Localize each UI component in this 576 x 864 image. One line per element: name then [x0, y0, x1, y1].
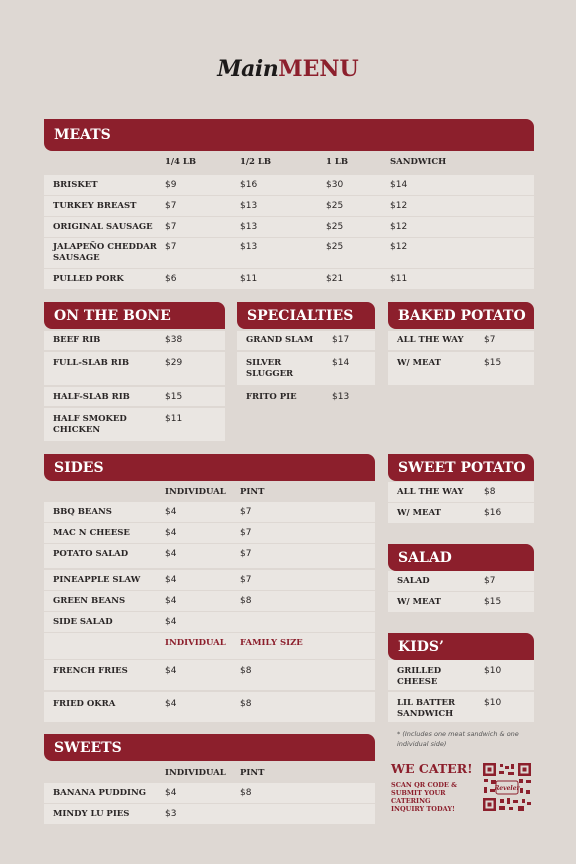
price: $10 — [484, 666, 502, 676]
meats-col-half: 1/2 LB — [240, 157, 272, 167]
price: $13 — [240, 201, 258, 211]
price: $12 — [390, 222, 408, 232]
price: $21 — [326, 274, 344, 284]
page-title — [0, 56, 576, 82]
price: $7 — [484, 335, 496, 345]
kids-note: * (Includes one meat sandwich & one individual side) — [397, 730, 519, 748]
price: $12 — [390, 201, 408, 211]
menu-item-name: W/ MEAT — [397, 508, 441, 518]
price: $9 — [165, 180, 177, 190]
sweets-col-individual: INDIVIDUAL — [165, 768, 226, 778]
price: $4 — [165, 528, 177, 538]
price: $4 — [165, 549, 177, 559]
menu-item-name: POTATO SALAD — [53, 549, 129, 559]
price: $25 — [326, 242, 344, 252]
meats-col-sandwich: SANDWICH — [390, 157, 447, 167]
price: $11 — [165, 414, 183, 424]
price: $15 — [484, 358, 502, 368]
section-header-salad: SALAD — [388, 544, 534, 571]
qr-code-graphic — [482, 762, 532, 812]
price: $7 — [484, 576, 496, 586]
menu-item-name: PULLED PORK — [53, 274, 124, 284]
price: $7 — [240, 549, 252, 559]
menu-item-name: BRISKET — [53, 180, 98, 190]
price: $4 — [165, 575, 177, 585]
price: $15 — [484, 597, 502, 607]
table-row — [44, 175, 534, 195]
price: $14 — [390, 180, 408, 190]
menu-item-name: ALL THE WAY — [397, 487, 464, 497]
section-header-sweet-potato: SWEET POTATO — [388, 454, 534, 481]
price: $8 — [240, 666, 252, 676]
sides-col-individual: INDIVIDUAL — [165, 487, 226, 497]
menu-item-name: ALL THE WAY — [397, 335, 464, 345]
price: $4 — [165, 666, 177, 676]
price: $11 — [240, 274, 258, 284]
price: $29 — [165, 358, 183, 368]
menu-item-name: BANANA PUDDING — [53, 788, 147, 798]
price: $6 — [165, 274, 177, 284]
menu-item-name: MAC N CHEESE — [53, 528, 130, 538]
title-main: Main — [217, 56, 279, 82]
section-header-meats: MEATS — [44, 119, 534, 151]
price: $8 — [240, 699, 252, 709]
price: $30 — [326, 180, 344, 190]
price: $25 — [326, 222, 344, 232]
price: $4 — [165, 617, 177, 627]
price: $8 — [240, 596, 252, 606]
price: $14 — [332, 358, 350, 368]
price: $25 — [326, 201, 344, 211]
menu-item-name: FRITO PIE — [246, 392, 297, 402]
menu-item-name: W/ MEAT — [397, 597, 441, 607]
price: $10 — [484, 698, 502, 708]
price: $13 — [332, 392, 350, 402]
sweets-col-pint: PINT — [240, 768, 265, 778]
section-header-kids: KIDS’ — [388, 633, 534, 660]
section-header-sweets: SWEETS — [44, 734, 375, 761]
price: $7 — [165, 201, 177, 211]
price: $4 — [165, 596, 177, 606]
price: $7 — [165, 242, 177, 252]
price: $17 — [332, 335, 350, 345]
sides-col-individual-2: INDIVIDUAL — [165, 638, 226, 648]
menu-item-name: JALAPEÑO CHEDDAR SAUSAGE — [53, 242, 157, 263]
menu-item-name: BBQ BEANS — [53, 507, 112, 517]
meats-col-pound: 1 LB — [326, 157, 349, 167]
section-header-specialties: SPECIALTIES — [237, 302, 375, 329]
price: $16 — [240, 180, 258, 190]
menu-item-name: GRILLED CHEESE — [397, 666, 442, 687]
sides-col-family-size: FAMILY SIZE — [240, 638, 303, 648]
menu-item-name: LIL BATTER SANDWICH — [397, 698, 456, 719]
price: $12 — [390, 242, 408, 252]
price: $13 — [240, 222, 258, 232]
section-header-sides: SIDES — [44, 454, 375, 481]
meats-col-quarter: 1/4 LB — [165, 157, 197, 167]
price: $7 — [240, 575, 252, 585]
menu-item-name: HALF SMOKED CHICKEN — [53, 414, 127, 435]
qr-logo-label: Reveler — [494, 785, 520, 792]
menu-item-name: HALF-SLAB RIB — [53, 392, 130, 402]
catering-title: WE CATER! — [391, 761, 473, 776]
menu-item-name: GRAND SLAM — [246, 335, 314, 345]
menu-item-name: FULL-SLAB RIB — [53, 358, 130, 368]
qr-code-icon[interactable] — [482, 762, 532, 812]
title-menu: MENU — [278, 56, 359, 82]
section-header-on-the-bone: ON THE BONE — [44, 302, 225, 329]
price: $4 — [165, 507, 177, 517]
menu-item-name: FRIED OKRA — [53, 699, 116, 709]
price: $38 — [165, 335, 183, 345]
price: $4 — [165, 699, 177, 709]
price: $3 — [165, 809, 177, 819]
price: $16 — [484, 508, 502, 518]
price: $7 — [240, 528, 252, 538]
catering-text: SCAN QR CODE & SUBMIT YOUR CATERING INQUIRY TODAY! — [391, 781, 457, 813]
price: $7 — [165, 222, 177, 232]
price: $13 — [240, 242, 258, 252]
price: $11 — [390, 274, 408, 284]
menu-item-name: W/ MEAT — [397, 358, 441, 368]
menu-item-name: FRENCH FRIES — [53, 666, 128, 676]
section-header-baked-potato: BAKED POTATO — [388, 302, 534, 329]
price: $8 — [484, 487, 496, 497]
menu-item-name: GREEN BEANS — [53, 596, 126, 606]
price: $15 — [165, 392, 183, 402]
price: $4 — [165, 788, 177, 798]
menu-item-name: SILVER SLUGGER — [246, 358, 294, 379]
sides-col-pint: PINT — [240, 487, 265, 497]
price: $8 — [240, 788, 252, 798]
menu-item-name: MINDY LU PIES — [53, 809, 130, 819]
price: $7 — [240, 507, 252, 517]
menu-item-name: ORIGINAL SAUSAGE — [53, 222, 153, 232]
menu-item-name: SIDE SALAD — [53, 617, 113, 627]
menu-item-name: SALAD — [397, 576, 430, 586]
menu-item-name: BEEF RIB — [53, 335, 101, 345]
menu-item-name: PINEAPPLE SLAW — [53, 575, 141, 585]
menu-item-name: TURKEY BREAST — [53, 201, 137, 211]
